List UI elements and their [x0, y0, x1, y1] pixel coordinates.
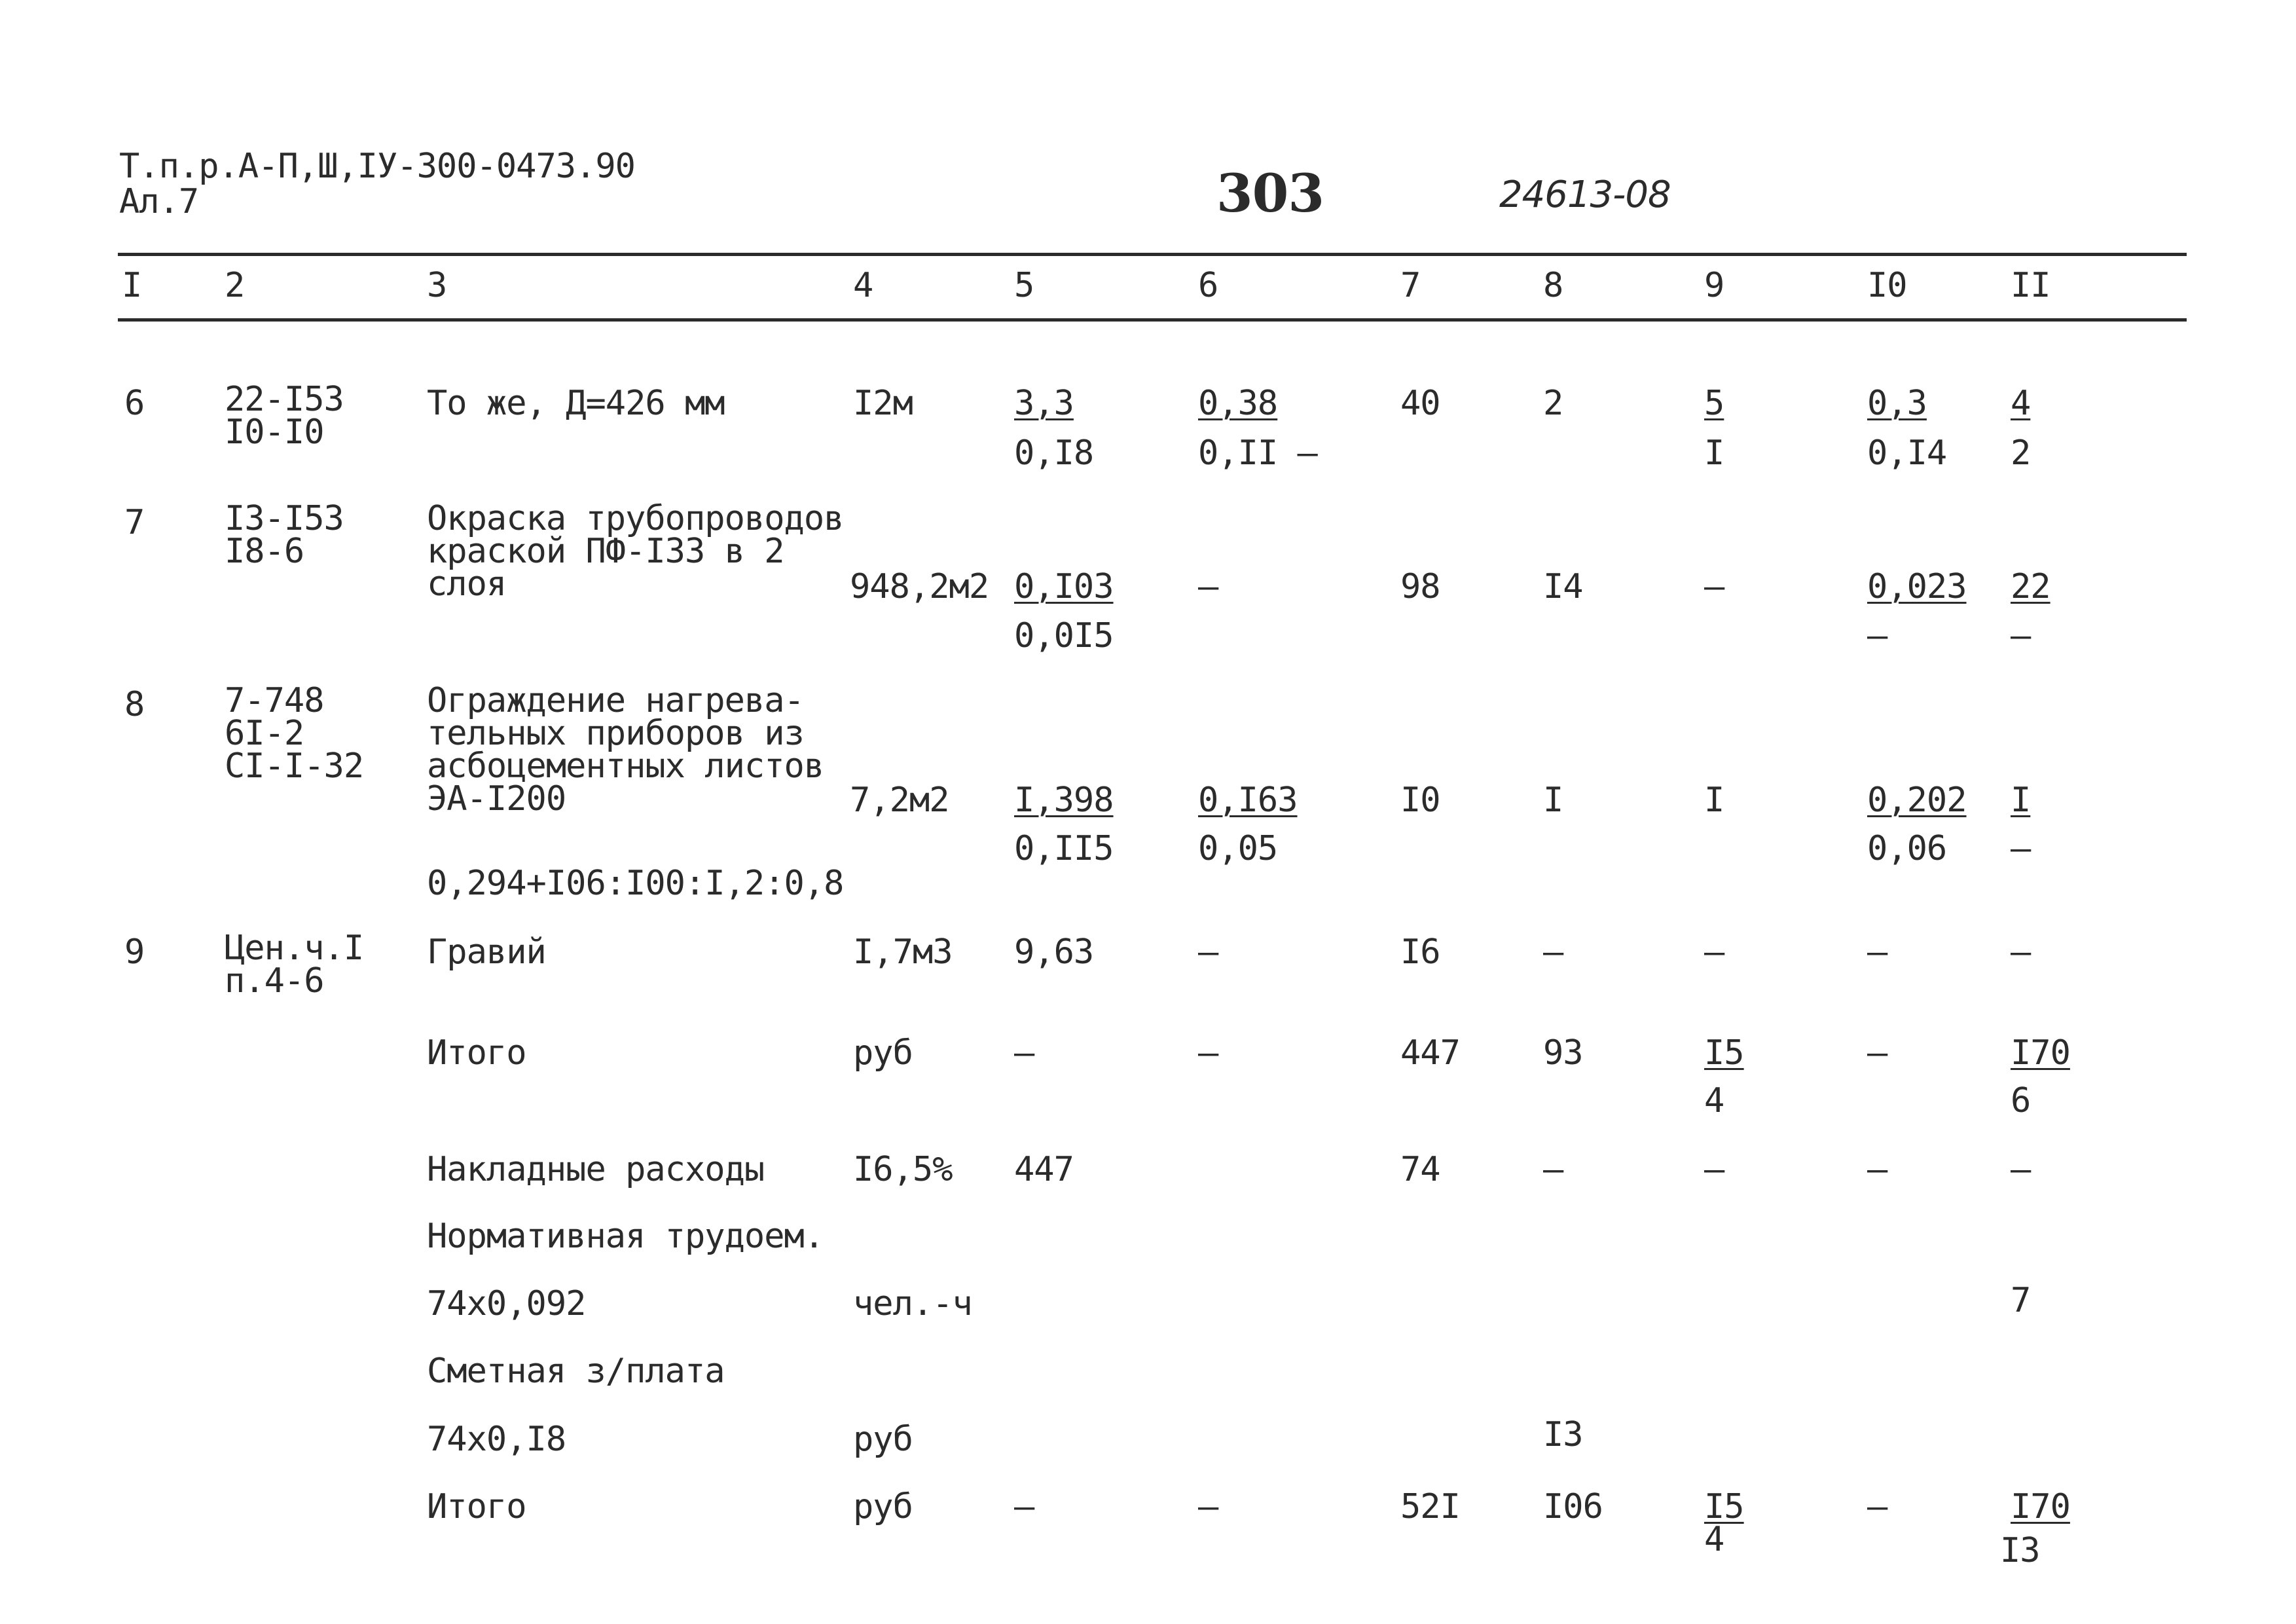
col11-top: 22	[2011, 567, 2050, 606]
col6-top: 0,38	[1198, 384, 1278, 423]
col5-top: 3,3	[1014, 384, 1074, 423]
col10-bottom: 0,06	[1867, 829, 1947, 868]
subtotal-label: Итого	[427, 1033, 526, 1073]
unit: I2м	[853, 384, 913, 423]
col10-value: –	[1867, 932, 1887, 972]
norm-code: I3-I53 I8-6	[225, 499, 344, 571]
col11-bottom: 2	[2011, 434, 2031, 473]
work-description: Окраска трубопроводов краской ПФ-I33 в 2 слоя	[427, 499, 844, 604]
col7-value: I0	[1400, 781, 1440, 820]
wage-unit: руб	[853, 1420, 913, 1459]
column-header-5: 5	[1014, 266, 1034, 305]
calculation-note: 0,294+I06:I00:I,2:0,8	[427, 864, 844, 903]
grand-total-label: Итого	[427, 1487, 526, 1526]
col7-value: 40	[1400, 384, 1440, 423]
overhead-col10: –	[1867, 1150, 1887, 1189]
subtotal-col11-bottom: 6	[2011, 1081, 2031, 1120]
row-number: 7	[124, 503, 145, 542]
norm-code: 7-748 6I-2 CI-I-32	[225, 681, 364, 786]
col11-value: –	[2011, 932, 2031, 972]
top-rule	[118, 253, 2187, 256]
col6-value: –	[1198, 567, 1218, 606]
grand-total-col7: 52I	[1400, 1487, 1460, 1526]
work-description: То же, Д=426 мм	[427, 384, 725, 423]
work-description: Ограждение нагрева- тельных приборов из асбоцементных листов ЭА-I200	[427, 681, 824, 819]
handwritten-number: 24613-08	[1499, 174, 1671, 216]
col5-value: 9,63	[1014, 932, 1094, 972]
col8-value: I	[1543, 781, 1563, 820]
overhead-col11: –	[2011, 1150, 2031, 1189]
col7-value: 98	[1400, 567, 1440, 606]
col6-bottom: 0,II –	[1198, 434, 1317, 473]
col8-value: 2	[1543, 384, 1563, 423]
subtotal-unit: руб	[853, 1033, 913, 1073]
wage-col8: I3	[1543, 1415, 1583, 1454]
row-number: 6	[124, 384, 145, 423]
grand-total-col11-bottom: I3	[2000, 1531, 2040, 1570]
col8-value: I4	[1543, 567, 1583, 606]
col5-bottom: 0,II5	[1014, 829, 1114, 868]
col5-bottom: 0,I8	[1014, 434, 1094, 473]
row-number: 9	[124, 932, 145, 972]
col10-bottom: –	[1867, 616, 1887, 655]
col8-value: –	[1543, 932, 1563, 972]
col11-bottom: –	[2011, 829, 2031, 868]
norm-code: 22-I53 I0-I0	[225, 380, 344, 452]
column-header-4: 4	[853, 266, 873, 305]
unit: 7,2м2	[850, 781, 949, 820]
overhead-unit: I6,5%	[853, 1150, 953, 1189]
column-header-3: 3	[427, 266, 447, 305]
subtotal-col11-top: I70	[2011, 1033, 2070, 1073]
col9-value: I	[1704, 781, 1724, 820]
col5-top: I,398	[1014, 781, 1114, 820]
header-rule	[118, 318, 2187, 322]
wage-formula: 74х0,I8	[427, 1420, 566, 1459]
col9-bottom: I	[1704, 434, 1724, 473]
unit: I,7м3	[853, 932, 953, 972]
work-description: Гравий	[427, 932, 546, 972]
col6-value: –	[1198, 932, 1218, 972]
grand-total-unit: руб	[853, 1487, 913, 1526]
grand-total-col5: –	[1014, 1487, 1034, 1526]
overhead-col9: –	[1704, 1150, 1724, 1189]
grand-total-col9-bottom: 4	[1704, 1520, 1724, 1559]
subtotal-col9-top: I5	[1704, 1033, 1744, 1073]
labor-formula: 74х0,092	[427, 1284, 586, 1323]
overhead-col7: 74	[1400, 1150, 1440, 1189]
column-header-2: 2	[225, 266, 245, 305]
grand-total-col8: I06	[1543, 1487, 1603, 1526]
document-code: Т.п.р.А-П,Ш,IУ-300-0473.90	[119, 147, 635, 186]
subtotal-col6: –	[1198, 1033, 1218, 1073]
col6-bottom: 0,05	[1198, 829, 1278, 868]
column-header-6: 6	[1198, 266, 1218, 305]
col10-top: 0,202	[1867, 781, 1967, 820]
grand-total-col11-top: I70	[2011, 1487, 2070, 1526]
subtotal-col8: 93	[1543, 1033, 1583, 1073]
labor-col11: 7	[2011, 1281, 2031, 1320]
col11-top: I	[2011, 781, 2031, 820]
overhead-col5: 447	[1014, 1150, 1074, 1189]
col9-top: 5	[1704, 384, 1724, 423]
labor-unit: чел.-ч	[853, 1284, 972, 1323]
album-number: Ал.7	[119, 182, 199, 221]
column-header-9: 9	[1704, 266, 1724, 305]
col11-bottom: –	[2011, 616, 2031, 655]
col5-bottom: 0,0I5	[1014, 616, 1114, 655]
grand-total-col6: –	[1198, 1487, 1218, 1526]
subtotal-col5: –	[1014, 1033, 1034, 1073]
grand-total-col10: –	[1867, 1487, 1887, 1526]
wage-label: Сметная з/плата	[427, 1352, 725, 1391]
subtotal-col9-bottom: 4	[1704, 1081, 1724, 1120]
column-header-8: 8	[1543, 266, 1563, 305]
unit: 948,2м2	[850, 567, 989, 606]
column-header-10: I0	[1867, 266, 1907, 305]
column-header-7: 7	[1400, 266, 1421, 305]
col7-value: I6	[1400, 932, 1440, 972]
labor-label: Нормативная трудоем.	[427, 1217, 824, 1256]
subtotal-col10: –	[1867, 1033, 1887, 1073]
col10-top: 0,3	[1867, 384, 1927, 423]
grand-total-col9-top: I5	[1704, 1487, 1744, 1526]
column-header-11: II	[2011, 266, 2050, 305]
col6-top: 0,I63	[1198, 781, 1298, 820]
col9-value: –	[1704, 567, 1724, 606]
page-number: 303	[1216, 162, 1324, 224]
col10-top: 0,023	[1867, 567, 1967, 606]
overhead-label: Накладные расходы	[427, 1150, 765, 1189]
norm-code: Цен.ч.I п.4-6	[225, 929, 364, 1001]
overhead-col8: –	[1543, 1150, 1563, 1189]
col11-top: 4	[2011, 384, 2031, 423]
col5-top: 0,I03	[1014, 567, 1114, 606]
row-number: 8	[124, 685, 145, 724]
subtotal-col7: 447	[1400, 1033, 1460, 1073]
col10-bottom: 0,I4	[1867, 434, 1947, 473]
col9-value: –	[1704, 932, 1724, 972]
column-header-1: I	[122, 266, 142, 305]
